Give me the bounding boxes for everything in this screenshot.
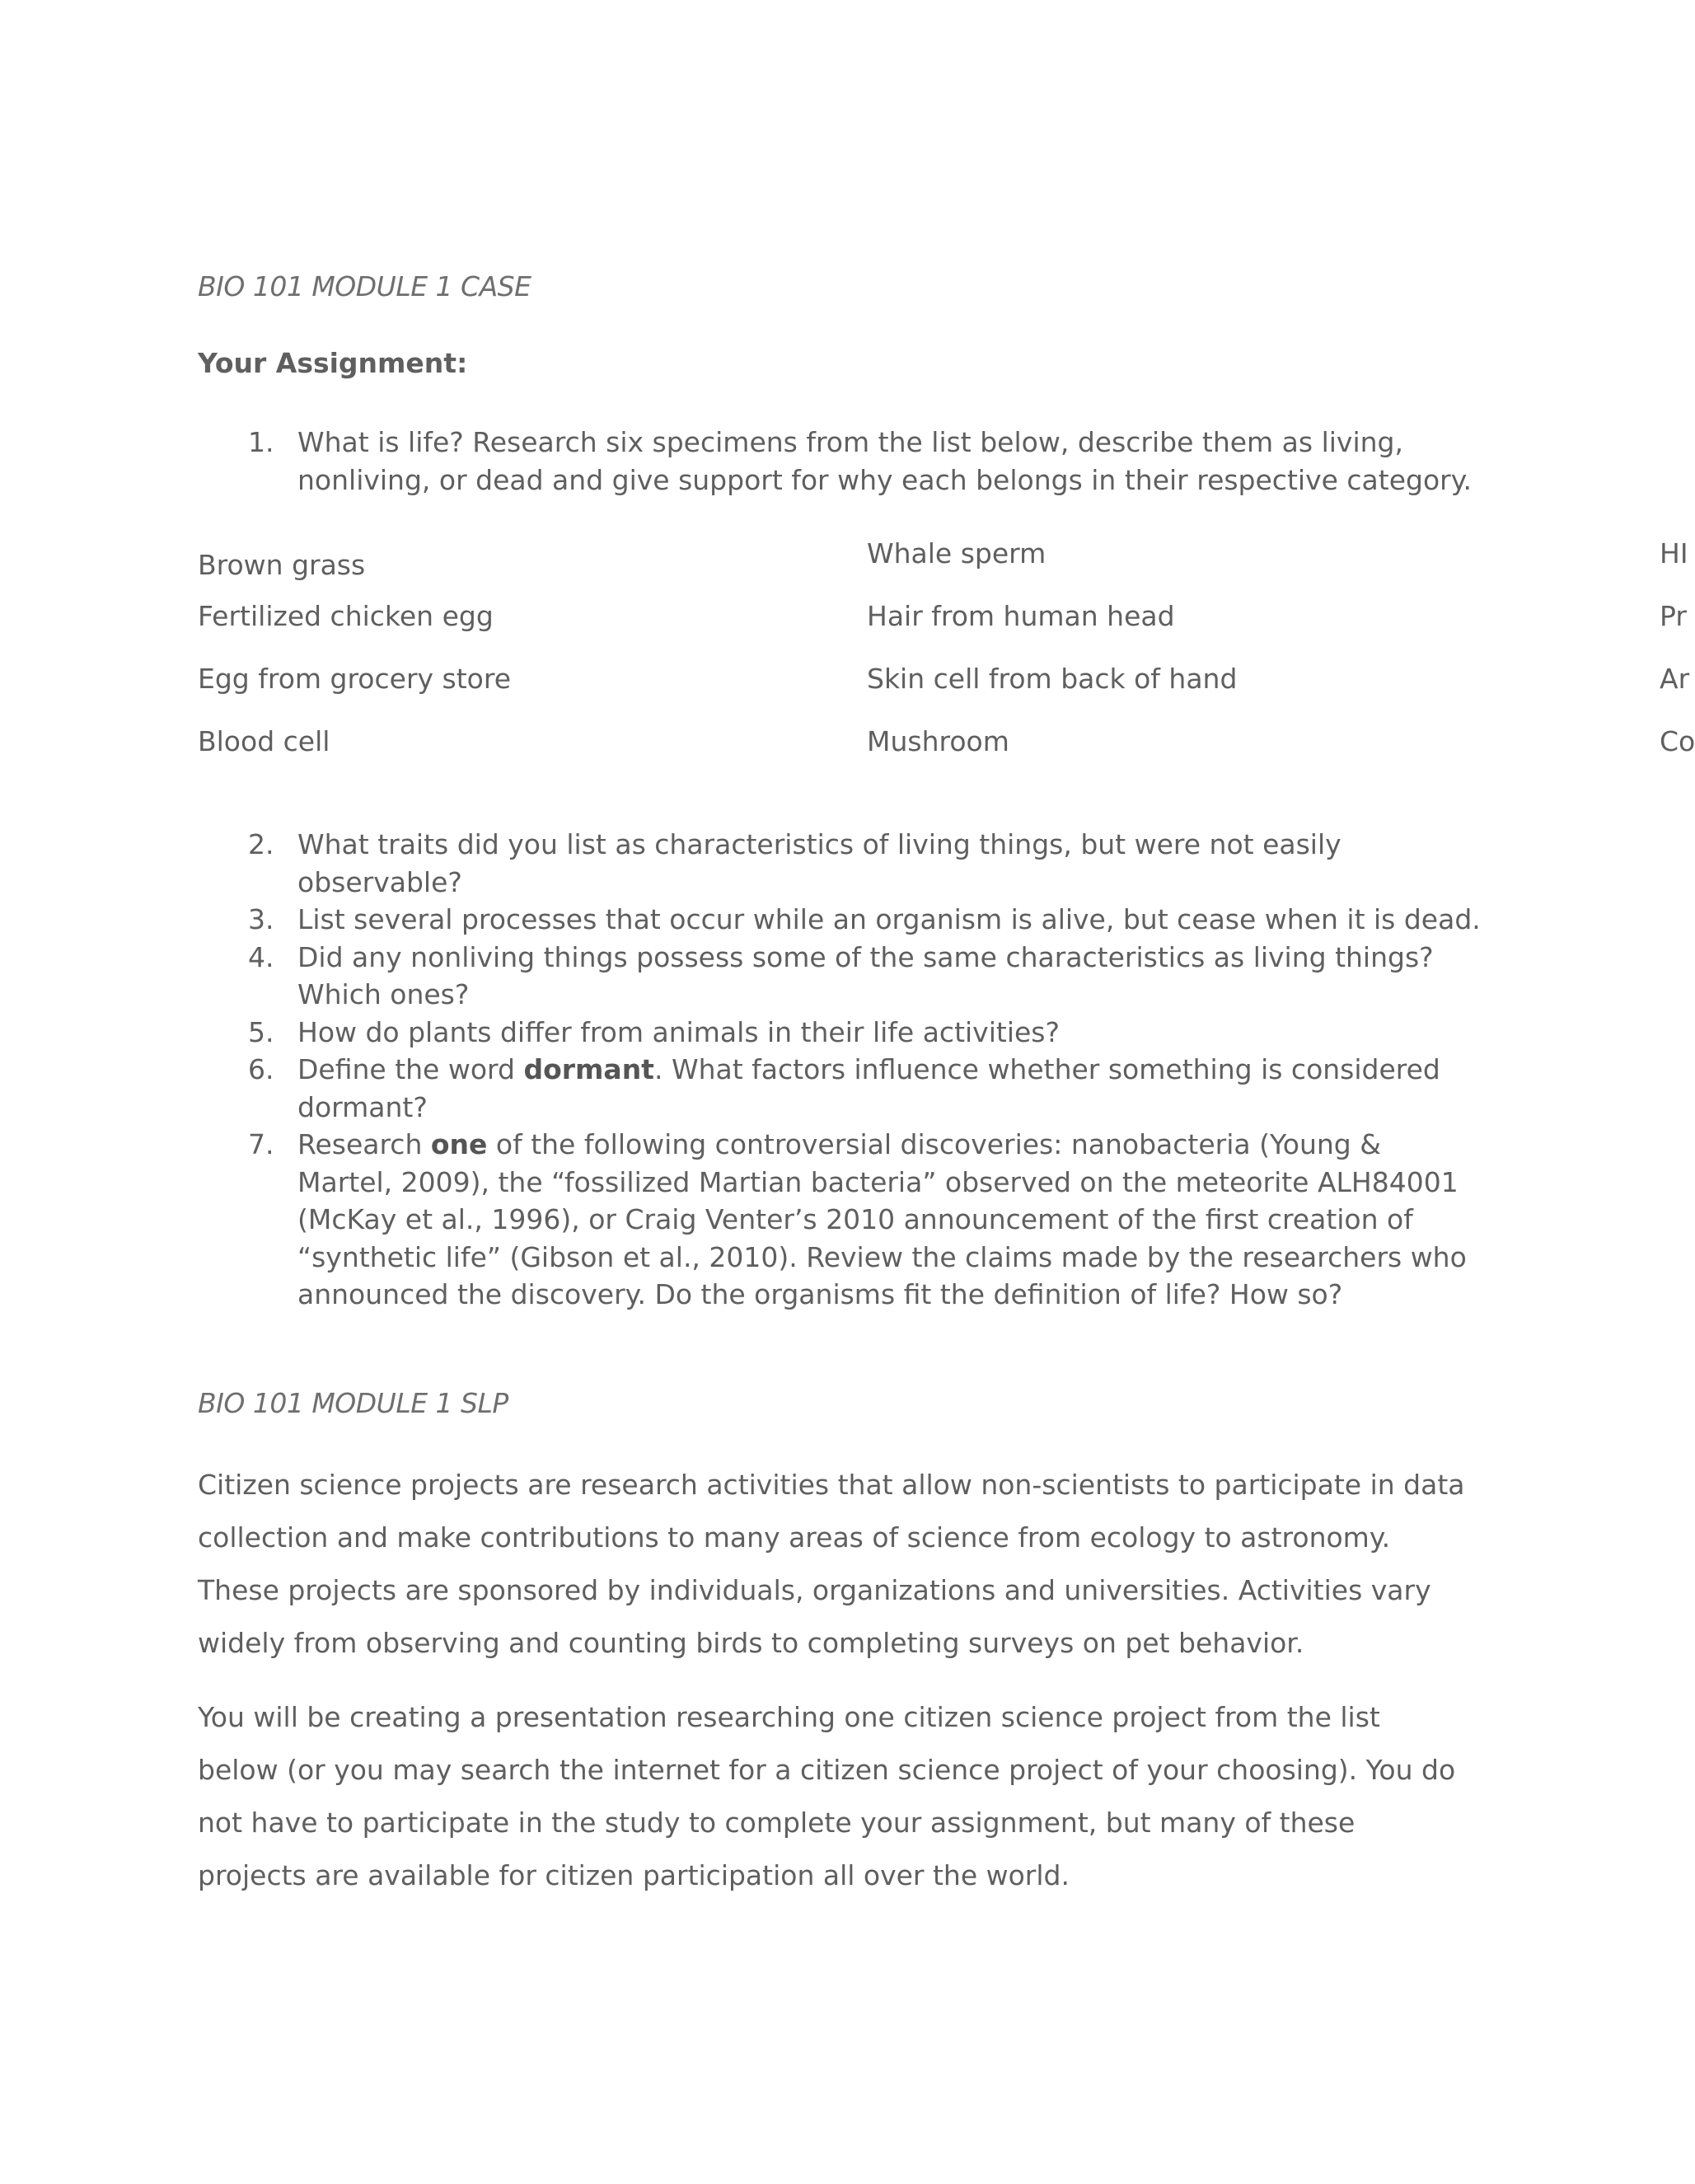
question-number: 7. <box>248 1128 274 1160</box>
question-text: Did any nonliving things possess some of the same characteristics as living things? Which ones? <box>297 940 1434 1010</box>
question-text: How do plants differ from animals in their life activities? <box>297 1015 1060 1048</box>
specimen-item: Egg from grocery store <box>198 663 511 695</box>
specimen-item: Skin cell from back of hand <box>867 663 1238 695</box>
question-number: 6. <box>248 1053 274 1085</box>
question-1-list <box>198 424 1483 499</box>
slp-paragraph: Citizen science projects are research activities that allow non-scientists to participate in data collection and make contributions to many areas of science from ecology to astronomy. These projects are sponsored by individuals, organizations and universities. Activities vary widely from observing and counting birds to completing surveys on pet behavior. <box>198 1469 1465 1659</box>
question-text: What traits did you list as characteristics of living things, but were not easily observable? <box>297 828 1341 898</box>
slp-section-title: BIO 101 MODULE 1 SLP <box>198 1387 508 1419</box>
specimen-item: Hair from human head <box>867 600 1175 632</box>
question-item <box>198 1051 1483 1126</box>
assignment-label: Your Assignment: <box>198 347 468 379</box>
specimen-item: Fertilized chicken egg <box>198 600 494 632</box>
specimen-item-cut: HI <box>1660 537 1688 569</box>
question-text: List several processes that occur while an organism is alive, but cease when it is dead. <box>297 903 1481 935</box>
question-text: What is life? Research six specimens from the list below, describe them as living, nonliving, or dead and give support for why each belongs in their respective category. <box>297 426 1473 496</box>
question-number: 3. <box>248 903 274 935</box>
specimen-item: Brown grass <box>198 549 366 581</box>
case-section-title: BIO 101 MODULE 1 CASE <box>198 270 531 302</box>
question-number: 1. <box>248 426 274 458</box>
question-item <box>198 1014 1483 1052</box>
question-text-bold: one <box>430 1128 488 1160</box>
question-item <box>198 939 1483 1014</box>
specimen-item: Blood cell <box>198 725 330 757</box>
question-text-post: . What factors influence whether something is considered dormant? <box>297 1053 1440 1123</box>
question-text-pre: Research <box>297 1128 431 1160</box>
question-item <box>198 901 1483 939</box>
question-item <box>198 1126 1483 1314</box>
question-item <box>198 826 1483 901</box>
question-text-bold: dormant <box>523 1053 654 1085</box>
specimen-item-cut: Pr <box>1660 600 1687 632</box>
question-number: 5. <box>248 1015 274 1048</box>
question-text-post: of the following controversial discoveries: nanobacteria (Young & Martel, 2009), the “fossilized Martian bacteria” observed on the meteorite ALH84001 (McKay et al., 1996), or Craig Venter’s 2010 announcement of the first creation of “synthetic life” (Gibson et al., 2010). Review the claims made by the researchers who announced the discovery. Do the organisms fit the definition of life? How so? <box>297 1128 1467 1310</box>
question-item <box>198 424 1483 499</box>
specimen-item: Mushroom <box>867 725 1009 757</box>
question-number: 4. <box>248 940 274 973</box>
specimen-item: Whale sperm <box>867 537 1046 569</box>
specimen-item-cut: Co <box>1660 725 1695 757</box>
question-number: 2. <box>248 828 274 860</box>
specimen-item-cut: Ar <box>1660 663 1690 695</box>
slp-paragraph: You will be creating a presentation researching one citizen science project from the list below (or you may search the internet for a citizen science project of your choosing). You do not have to participate in the study to complete your assignment, but many of these projects are available for citizen participation all over the world. <box>198 1701 1456 1891</box>
question-text-pre: Define the word <box>297 1053 524 1085</box>
question-list <box>198 826 1483 1314</box>
